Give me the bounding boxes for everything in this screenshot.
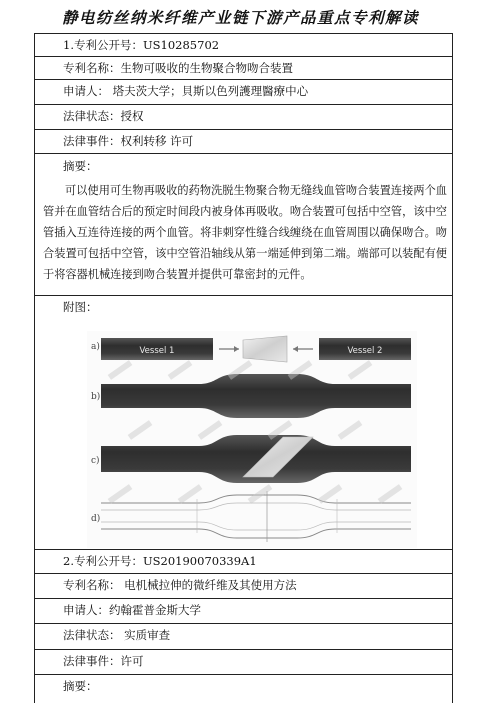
arrow-right-head <box>293 346 298 352</box>
joined-vessels-b <box>101 374 411 418</box>
arrow-left-head <box>234 346 239 352</box>
patent1-figure-label: 附图： <box>35 295 452 319</box>
hollow-tube <box>243 336 287 362</box>
patent1-abstract: 可以使用可生物再吸收的药物洗脱生物聚合物无缝线血管吻合装置连接两个血管并在血管结合后的预定时间段内被身体再吸收。吻合装置可包括中空管，该中空管插入互连待连接的两个血管。将非刺穿性缝合线缠绕在血管周围以确保吻合。吻合装置可包括中空管，该中空管沿轴线从第一端延伸到第二端。端部可以装配有便于将容器机械连接到吻合装置并提供可靠密封的元件。 <box>43 184 447 281</box>
patent2-event: 法律事件：许可 <box>35 649 452 674</box>
panel-b-label: b) <box>91 392 101 402</box>
patent1-event: 法律事件：权利转移 许可 <box>35 129 452 153</box>
patent2-abstract-label: 摘要： <box>35 674 452 703</box>
patent1-abstract-label: 摘要： <box>35 153 452 177</box>
panel-c-label: c) <box>91 456 100 466</box>
panel-d-label: d) <box>91 514 101 524</box>
patent2-applicant: 申请人：约翰霍普金斯大学 <box>35 598 452 623</box>
patent1-name: 专利名称：生物可吸收的生物聚合物吻合装置 <box>35 56 452 79</box>
panel-a-label: a) <box>91 342 100 352</box>
vessel1-label: Vessel 1 <box>139 346 175 356</box>
inner-top <box>101 503 411 510</box>
patent1-number: 1.专利公开号：US10285702 <box>35 33 452 56</box>
patent2-status: 法律状态： 实质审查 <box>35 623 452 649</box>
patent1-status: 法律状态：授权 <box>35 104 452 129</box>
page-title: 静电纺丝纳米纤维产业链下游产品重点专利解读 <box>61 9 419 27</box>
vessel2-label: Vessel 2 <box>347 346 383 356</box>
patent1-applicant: 申请人： 塔夫茨大学；貝斯以色列護理醫療中心 <box>35 79 452 104</box>
outline-top <box>101 495 411 503</box>
patent-table <box>34 33 453 703</box>
patent2-name: 专利名称： 电机械拉伸的微纤维及其使用方法 <box>35 573 452 598</box>
patent2-number: 2.专利公开号：US20190070339A1 <box>35 549 452 573</box>
anastomosis-figure <box>87 331 417 548</box>
